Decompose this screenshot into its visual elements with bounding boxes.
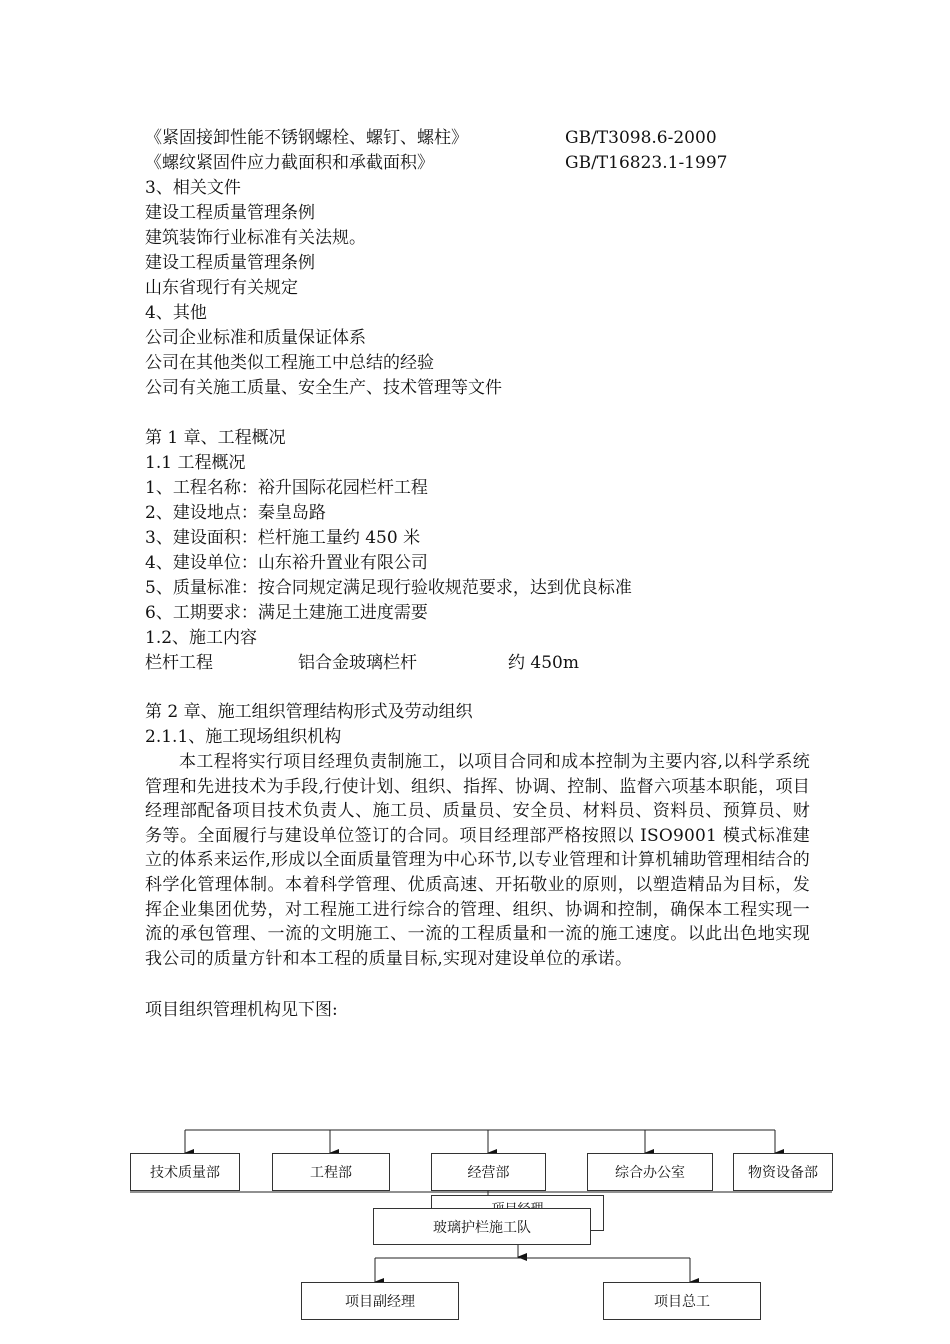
list-item: 建设工程质量管理条例 [145, 253, 315, 273]
list-item: 1、工程名称：裕升国际花园栏杆工程 [145, 478, 428, 498]
org-box-department: 物资设备部 [733, 1153, 833, 1191]
section-heading: 4、其他 [145, 303, 207, 323]
list-item: 建筑装饰行业标准有关法规。 [145, 228, 366, 248]
content-quantity: 约 450m [508, 653, 579, 673]
standard-code: GB/T16823.1-1997 [565, 153, 728, 173]
org-box-department: 经营部 [431, 1153, 546, 1191]
org-box-team: 玻璃护栏施工队 [373, 1208, 591, 1245]
content-material: 铝合金玻璃栏杆 [298, 653, 417, 673]
list-item: 2、建设地点：秦皇岛路 [145, 503, 326, 523]
content-item: 栏杆工程 [145, 653, 213, 673]
chapter-title: 第 1 章、工程概况 [145, 428, 286, 448]
section-subtitle: 1.1 工程概况 [145, 453, 246, 473]
org-box-role: 项目总工 [603, 1282, 761, 1320]
chart-caption: 项目组织管理机构见下图: [145, 1000, 338, 1020]
section-subtitle: 1.2、施工内容 [145, 628, 258, 648]
org-box-department: 综合办公室 [587, 1153, 713, 1191]
list-item: 公司企业标准和质量保证体系 [145, 328, 366, 348]
chapter-title: 第 2 章、施工组织管理结构形式及劳动组织 [145, 702, 473, 722]
standard-name: 《螺纹紧固件应力截面积和承截面积》 [145, 153, 434, 173]
body-paragraph: 本工程将实行项目经理负责制施工，以项目合同和成本控制为主要内容,以科学系统管理和先进技术为手段,行使计划、组织、指挥、协调、控制、监督六项基本职能，项目经理部配备项目技术负责人、施工员、质量员、安全员、材料员、资料员、预算员、财务等。全面履行与建设单位签订的合同。项目经理部严格按照以 ISO9001 模式标准建立的体系来运作,形成以全面质量管理为中心环节,以专业管理和计算机辅助管理相结合的科学化管理体制。本着科学管理、优质高速、开拓敬业的原则，以塑造精品为目标，发挥企业集团优势，对工程施工进行综合的管理、组织、协调和控制，确保本工程实现一流的承包管理、一流的文明施工、一流的工程质量和一流的施工速度。以此出色地实现我公司的质量方针和本工程的质量目标,实现对建设单位的承诺。 [145, 752, 810, 969]
section-heading: 3、相关文件 [145, 178, 241, 198]
standard-code: GB/T3098.6-2000 [565, 128, 717, 148]
org-box-department: 工程部 [272, 1153, 390, 1191]
org-box-role: 项目副经理 [301, 1282, 459, 1320]
list-item: 3、建设面积：栏杆施工量约 450 米 [145, 528, 421, 548]
list-item: 公司在其他类似工程施工中总结的经验 [145, 353, 434, 373]
list-item: 山东省现行有关规定 [145, 278, 298, 298]
list-item: 建设工程质量管理条例 [145, 203, 315, 223]
list-item: 公司有关施工质量、安全生产、技术管理等文件 [145, 378, 502, 398]
section-subtitle: 2.1.1、施工现场组织机构 [145, 727, 342, 747]
org-box-department: 技术质量部 [130, 1153, 240, 1191]
list-item: 4、建设单位：山东裕升置业有限公司 [145, 553, 428, 573]
list-item: 5、质量标准：按合同规定满足现行验收规范要求，达到优良标准 [145, 578, 632, 598]
standard-name: 《紧固接卸性能不锈钢螺栓、螺钉、螺柱》 [145, 128, 468, 148]
list-item: 6、工期要求：满足土建施工进度需要 [145, 603, 428, 623]
